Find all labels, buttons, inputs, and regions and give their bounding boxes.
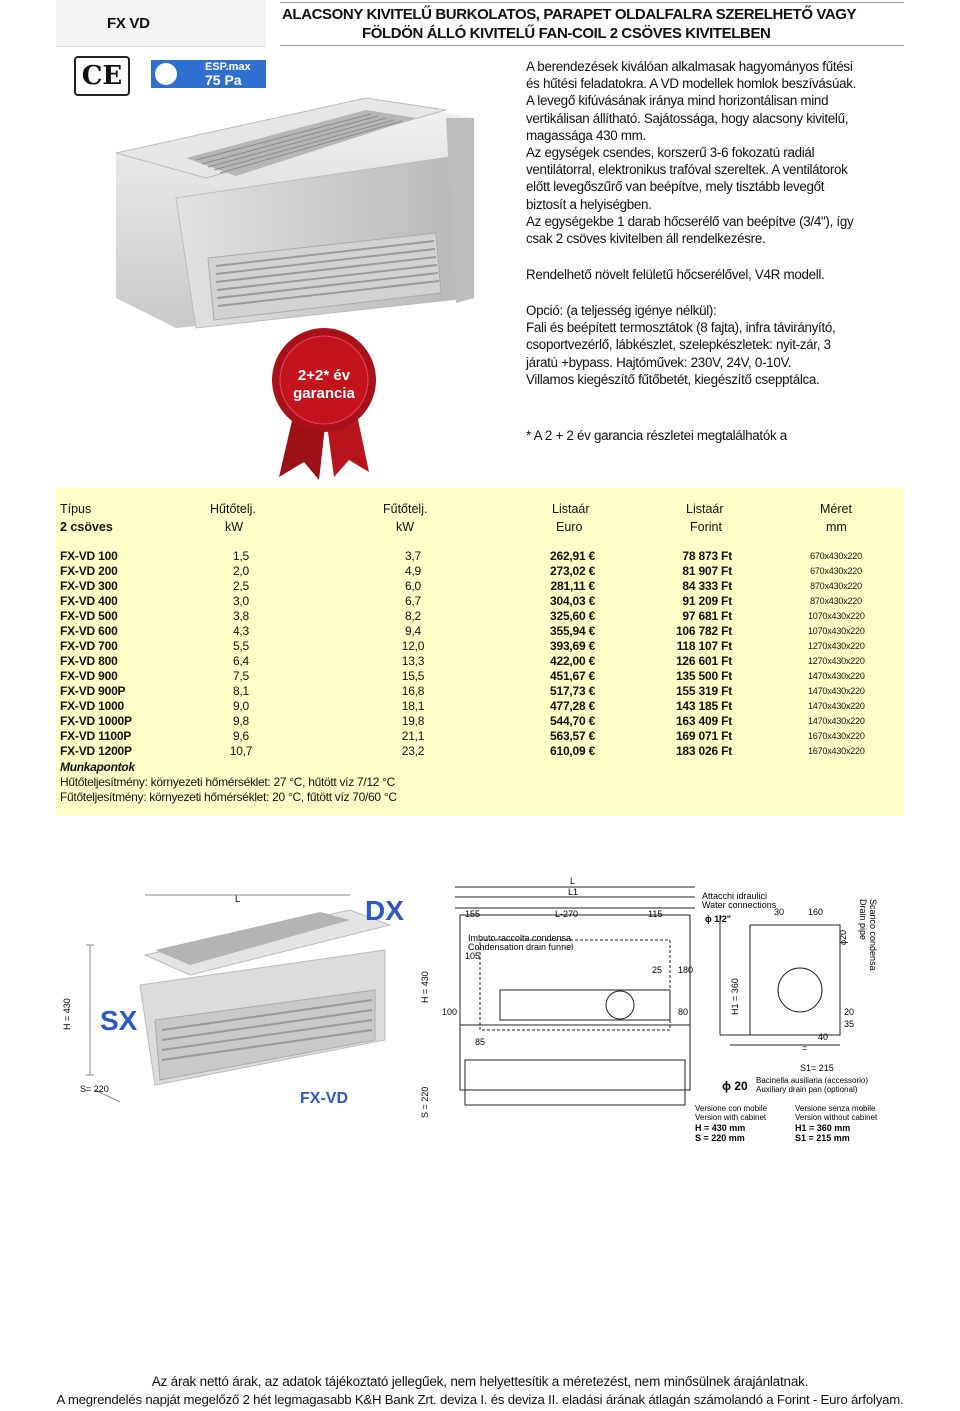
cell-heating: 16,8 xyxy=(401,684,425,698)
version-cabinet-1: Versione con mobile xyxy=(695,1104,768,1113)
version-no-cabinet-2: Version without cabinet xyxy=(795,1113,878,1122)
dim-160: 160 xyxy=(808,907,824,917)
version-cabinet-s: S = 220 mm xyxy=(695,1133,745,1143)
cell-cooling: 8,1 xyxy=(232,684,250,698)
cell-heating: 9,4 xyxy=(404,624,422,638)
th-price-eur: Listaár xyxy=(552,502,590,516)
cell-price-eur: 355,94 € xyxy=(550,624,596,638)
th-type: Típus xyxy=(60,502,92,516)
cell-price-eur: 422,00 € xyxy=(550,654,596,668)
brand-label: FX-VD xyxy=(300,1090,348,1107)
cell-price-huf: 126 601 Ft xyxy=(675,654,732,668)
cell-cooling: 4,3 xyxy=(232,624,250,638)
cell-cooling: 7,5 xyxy=(232,669,250,683)
dim-100: 100 xyxy=(442,1007,458,1017)
cell-cooling: 5,5 xyxy=(232,639,250,653)
th-sub-cooling: kW xyxy=(225,520,244,534)
fan-coil-unit-image xyxy=(116,98,476,338)
dim-105: 105 xyxy=(465,951,481,961)
version-no-cabinet-s1: S1 = 215 mm xyxy=(795,1133,850,1143)
cell-price-huf: 106 782 Ft xyxy=(675,624,732,638)
dim-25: 25 xyxy=(652,965,663,975)
cell-price-huf: 163 409 Ft xyxy=(675,714,732,728)
cell-price-eur: 517,73 € xyxy=(550,684,596,698)
options-line: Villamos kiegészítő fűtőbetét, kiegészítő csepptálca. xyxy=(526,371,820,387)
drain-label-2: Drain pipe xyxy=(858,899,868,941)
cell-heating: 6,0 xyxy=(404,579,422,593)
ce-mark-logo: CE xyxy=(74,56,130,96)
cell-type: FX-VD 100 xyxy=(60,549,118,563)
badge-line-1: 2+2* év xyxy=(297,367,351,384)
dim-155: 155 xyxy=(465,909,481,919)
cell-price-eur: 273,02 € xyxy=(550,564,596,578)
cell-size: 1070x430x220 xyxy=(808,626,865,636)
cell-price-huf: 81 907 Ft xyxy=(682,564,732,578)
cell-type: FX-VD 1000P xyxy=(60,714,132,728)
dim-85: 85 xyxy=(475,1037,486,1047)
options-line: Opció: (a teljesség igénye nélkül): xyxy=(526,303,717,318)
esp-max-logo xyxy=(151,60,266,88)
dim-l1: L1 xyxy=(568,887,579,897)
esp-pressure: 75 Pa xyxy=(205,72,242,88)
cell-size: 1470x430x220 xyxy=(808,686,865,696)
page-title xyxy=(282,5,856,43)
table-row xyxy=(56,714,904,729)
desc-line: csak 2 csöves kivitelben áll rendelkezésre. xyxy=(526,231,766,247)
aux-pan-label-1: Bacinella ausiliaria (accessorio) xyxy=(756,1076,869,1085)
cell-price-huf: 84 333 Ft xyxy=(682,579,732,593)
dim-equal: = xyxy=(802,1043,808,1053)
cell-size: 1470x430x220 xyxy=(808,701,865,711)
cell-heating: 23,2 xyxy=(401,744,425,758)
desc-line: Az egységek csendes, korszerű 3-6 fokozatú radiál xyxy=(526,145,815,161)
dim-80: 80 xyxy=(678,1007,689,1017)
dim-35: 35 xyxy=(844,1019,855,1029)
description-options xyxy=(526,302,886,388)
table-row xyxy=(56,654,904,669)
cell-size: 1470x430x220 xyxy=(808,716,865,726)
header-top-rule xyxy=(280,2,904,3)
cell-heating: 13,3 xyxy=(401,654,425,668)
cell-size: 1470x430x220 xyxy=(808,671,865,681)
cell-cooling: 10,7 xyxy=(229,744,253,758)
cell-size: 670x430x220 xyxy=(810,551,862,561)
cell-size: 1670x430x220 xyxy=(808,731,865,741)
table-row xyxy=(56,684,904,699)
cell-size: 870x430x220 xyxy=(810,596,862,606)
cell-type: FX-VD 700 xyxy=(60,639,118,653)
desc-line: A berendezések kiválóan alkalmasak hagyományos fűtési xyxy=(526,59,853,74)
dim-30: 30 xyxy=(774,907,785,917)
cell-heating: 19,8 xyxy=(401,714,425,728)
cell-size: 670x430x220 xyxy=(810,566,862,576)
cell-type: FX-VD 1100P xyxy=(60,729,132,743)
cell-price-eur: 304,03 € xyxy=(550,594,596,608)
model-code: FX VD xyxy=(107,15,150,32)
cell-type: FX-VD 600 xyxy=(60,624,118,638)
options-line: csoportvezérlő, lábkészlet, szelepkészletek: nyit-zár, 3 xyxy=(526,337,831,353)
version-cabinet-2: Version with cabinet xyxy=(695,1113,767,1122)
funnel-label-2: Condensation drain funnel xyxy=(468,942,574,952)
header-bottom-rule xyxy=(280,45,904,46)
cell-price-eur: 610,09 € xyxy=(550,744,596,758)
cell-price-huf: 97 681 Ft xyxy=(682,609,732,623)
cell-cooling: 3,0 xyxy=(232,594,250,608)
cell-cooling: 3,8 xyxy=(232,609,250,623)
dim-l-270: L-270 xyxy=(555,909,579,919)
warranty-badge-icon xyxy=(264,322,384,482)
desc-line: ventilátorral, elektronikus trafóval szereltek. A ventilátorok xyxy=(526,162,848,178)
cell-price-eur: 544,70 € xyxy=(550,714,596,728)
cell-heating: 6,7 xyxy=(404,594,422,608)
cell-size: 1670x430x220 xyxy=(808,746,865,756)
cell-type: FX-VD 900 xyxy=(60,669,118,683)
dim-s-220-drawing: S = 220 xyxy=(420,1086,430,1118)
funnel-label-1: Imbuto raccolta condensa xyxy=(468,933,572,943)
th-sub-huf: Forint xyxy=(690,520,722,534)
cell-heating: 12,0 xyxy=(401,639,425,653)
footer-disclaimer: Az árak nettó árak, az adatok tájékoztató jellegűek, nem helyettesítik a méretezést, nem minősülnek árajánlatnak. xyxy=(151,1374,809,1389)
note-cooling: Hűtőteljesítmény: környezeti hőmérséklet: 27 °C, hűtött víz 7/12 °C xyxy=(60,775,395,789)
cell-type: FX-VD 300 xyxy=(60,579,118,593)
cell-size: 1070x430x220 xyxy=(808,611,865,621)
th-cooling: Hűtőtelj. xyxy=(210,502,256,516)
dim-l: L xyxy=(235,894,241,904)
cell-type: FX-VD 500 xyxy=(60,609,118,623)
cell-heating: 15,5 xyxy=(401,669,425,683)
warranty-note: * A 2 + 2 év garancia részletei megtalálhatók a xyxy=(526,428,787,443)
cell-price-eur: 325,60 € xyxy=(550,609,596,623)
drain-label-1: Scarico condensa xyxy=(868,899,878,971)
phi-20-label: ϕ 20 xyxy=(722,1079,748,1093)
desc-line: magassága 430 mm. xyxy=(526,127,646,143)
th-sub-mm: mm xyxy=(826,520,847,534)
cell-price-eur: 262,91 € xyxy=(550,549,596,563)
cell-type: FX-VD 800 xyxy=(60,654,118,668)
cell-cooling: 2,5 xyxy=(232,579,250,593)
cell-price-huf: 78 873 Ft xyxy=(682,549,732,563)
cell-price-huf: 183 026 Ft xyxy=(675,744,732,758)
table-row xyxy=(56,744,904,759)
dim-l-drawing: L xyxy=(570,876,576,886)
esp-circle-icon xyxy=(155,63,177,85)
cell-price-huf: 91 209 Ft xyxy=(682,594,732,608)
cell-size: 1270x430x220 xyxy=(808,656,865,666)
title-line-2: FÖLDÖN ÁLLÓ KIVITELŰ FAN-COIL 2 CSÖVES KIVITELBEN xyxy=(362,25,771,42)
options-line: járatú +bypass. Hajtóművek: 230V, 24V, 0-10V. xyxy=(526,354,792,370)
cell-heating: 4,9 xyxy=(404,564,422,578)
drain-size: ϕ20 xyxy=(838,929,848,945)
cell-cooling: 1,5 xyxy=(232,549,250,563)
version-no-cabinet-1: Versione senza mobile xyxy=(795,1104,876,1113)
cell-cooling: 2,0 xyxy=(232,564,250,578)
dim-20: 20 xyxy=(844,1007,855,1017)
aux-pan-label-2: Auxiliary drain pan (optional) xyxy=(756,1085,858,1094)
cell-price-huf: 118 107 Ft xyxy=(676,639,732,653)
cell-cooling: 6,4 xyxy=(232,654,250,668)
cell-size: 1270x430x220 xyxy=(808,641,865,651)
cell-heating: 21,1 xyxy=(401,729,425,743)
cell-type: FX-VD 900P xyxy=(60,684,126,698)
price-table-body xyxy=(56,546,904,816)
cell-cooling: 9,0 xyxy=(232,699,250,713)
fan-coil-dimension-image xyxy=(50,890,410,1110)
th-sub-type: 2 csöves xyxy=(60,520,113,534)
cell-type: FX-VD 1200P xyxy=(60,744,132,758)
table-row xyxy=(56,729,904,744)
dim-h1-360: H1 = 360 xyxy=(730,978,740,1015)
cell-price-eur: 393,69 € xyxy=(550,639,596,653)
technical-drawing xyxy=(365,875,880,1155)
dim-40: 40 xyxy=(818,1032,829,1042)
water-connections-label-2: Water connections xyxy=(702,900,777,910)
version-cabinet-h: H = 430 mm xyxy=(695,1123,746,1133)
price-table-header xyxy=(56,488,904,546)
description-v4r: Rendelhető növelt felületű hőcserélővel, V4R modell. xyxy=(526,267,825,282)
description-intro xyxy=(526,58,886,247)
cell-price-huf: 155 319 Ft xyxy=(675,684,732,698)
version-no-cabinet-h1: H1 = 360 mm xyxy=(795,1123,851,1133)
desc-line: Az egységekbe 1 darab hőcserélő van beépítve (3/4"), így xyxy=(526,213,854,229)
cell-price-huf: 143 185 Ft xyxy=(675,699,732,713)
th-size: Méret xyxy=(820,502,852,516)
dim-s-220: S= 220 xyxy=(80,1084,109,1094)
note-title: Munkapontok xyxy=(60,760,135,774)
th-heating: Fűtőtelj. xyxy=(383,502,428,516)
cell-price-eur: 477,28 € xyxy=(550,699,596,713)
cell-type: FX-VD 1000 xyxy=(60,699,125,713)
water-connections-label-1: Attacchi idraulici xyxy=(702,891,768,901)
dim-115: 115 xyxy=(648,909,663,919)
table-row xyxy=(56,639,904,654)
cell-price-huf: 169 071 Ft xyxy=(675,729,732,743)
desc-line: biztosít a helyiségben. xyxy=(526,196,652,212)
table-row xyxy=(56,669,904,684)
th-sub-heating: kW xyxy=(396,520,415,534)
header-model-box xyxy=(56,0,266,47)
table-row xyxy=(56,564,904,579)
esp-label: ESP.max xyxy=(205,61,251,73)
table-row xyxy=(56,699,904,714)
cell-heating: 3,7 xyxy=(404,549,422,563)
th-price-huf: Listaár xyxy=(686,502,724,516)
cell-size: 870x430x220 xyxy=(810,581,862,591)
cell-cooling: 9,8 xyxy=(232,714,250,728)
cell-price-eur: 451,67 € xyxy=(550,669,596,683)
dx-label: DX xyxy=(365,895,404,926)
badge-line-2: garancia xyxy=(293,385,355,402)
cell-price-eur: 563,57 € xyxy=(550,729,596,743)
dim-180: 180 xyxy=(678,965,694,975)
title-line-1: ALACSONY KIVITELŰ BURKOLATOS, PARAPET OLDALFALRA SZERELHETŐ VAGY xyxy=(282,6,857,23)
cell-type: FX-VD 400 xyxy=(60,594,118,608)
sx-label: SX xyxy=(100,1005,138,1036)
cell-heating: 18,1 xyxy=(401,699,425,713)
desc-line: vertikálisan állítható. Sajátossága, hogy alacsony kivitelű, xyxy=(526,110,849,126)
water-connections-size: ϕ 1/2" xyxy=(705,914,732,924)
dim-s1-215: S1= 215 xyxy=(800,1063,834,1073)
dim-h-430-drawing: H = 430 xyxy=(420,971,430,1003)
dim-h-430: H = 430 xyxy=(62,998,72,1030)
cell-cooling: 9,6 xyxy=(232,729,250,743)
note-heating: Fűtőteljesítmény: környezeti hőmérséklet: 20 °C, fűtött víz 70/60 °C xyxy=(60,790,397,804)
footer-exchange-rate: A megrendelés napját megelőző 2 hét legmagasabb K&H Bank Zrt. deviza I. és deviza II. eladási árának átlagán számolandó a Forint - Euro árfolyam. xyxy=(56,1392,904,1407)
cell-price-eur: 281,11 € xyxy=(550,579,595,593)
table-row xyxy=(56,549,904,564)
desc-line: előtt levegőszűrő van beépítve, mely tisztább levegőt xyxy=(526,179,825,195)
options-line: Fali és beépített termosztátok (8 fajta), infra távirányító, xyxy=(526,320,836,336)
table-row xyxy=(56,609,904,624)
th-sub-eur: Euro xyxy=(556,520,583,534)
desc-line: A levegő kifúvásának iránya mind horizontálisan mind xyxy=(526,93,829,109)
cell-type: FX-VD 200 xyxy=(60,564,118,578)
table-row xyxy=(56,594,904,609)
desc-line: és hűtési feladatokra. A VD modellek homlok beszívásúak. xyxy=(526,76,857,92)
cell-heating: 8,2 xyxy=(404,609,422,623)
cell-price-huf: 135 500 Ft xyxy=(675,669,732,683)
table-row xyxy=(56,624,904,639)
table-row xyxy=(56,579,904,594)
